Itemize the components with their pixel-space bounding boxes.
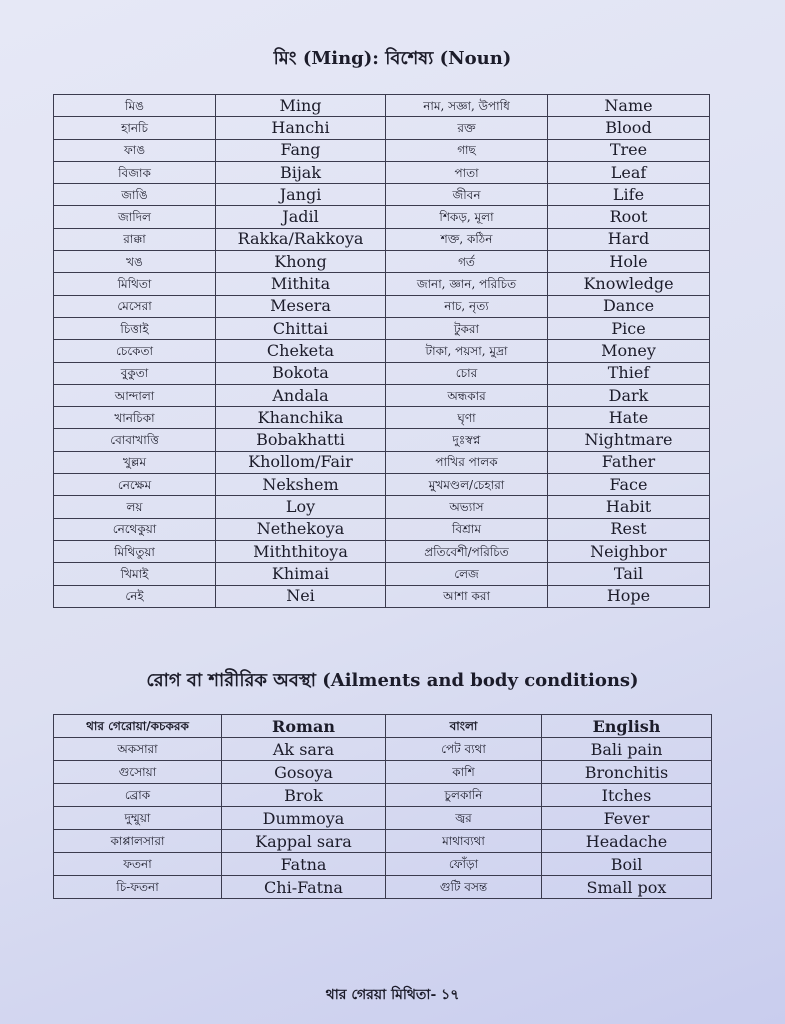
- native-cell: বিজাক: [54, 161, 216, 183]
- bangla-cell: চোর: [386, 362, 548, 384]
- bangla-cell: টুকরা: [386, 317, 548, 339]
- bangla-cell: নাম, সজ্ঞা, উপাধি: [386, 95, 548, 117]
- bangla-cell: কাশি: [386, 761, 542, 784]
- english-cell: Boil: [542, 853, 712, 876]
- bangla-cell: ঘৃণা: [386, 407, 548, 429]
- english-cell: Face: [548, 474, 710, 496]
- table-row: [54, 830, 712, 853]
- bangla-cell: রক্ত: [386, 117, 548, 139]
- native-cell: দুম্মুয়া: [54, 807, 222, 830]
- roman-cell: Khimai: [216, 563, 386, 585]
- roman-cell: Khanchika: [216, 407, 386, 429]
- roman-cell: Nekshem: [216, 474, 386, 496]
- table-row: [54, 184, 710, 206]
- table-row: [54, 251, 710, 273]
- table-row: [54, 540, 710, 562]
- table-row: [54, 228, 710, 250]
- table-row: [54, 451, 710, 473]
- roman-cell: Andala: [216, 384, 386, 406]
- table-row: [54, 384, 710, 406]
- native-cell: চি-ফতনা: [54, 876, 222, 899]
- header-roman: Roman: [222, 715, 386, 738]
- roman-cell: Loy: [216, 496, 386, 518]
- native-cell: খঙ: [54, 251, 216, 273]
- bangla-cell: গুটি বসন্ত: [386, 876, 542, 899]
- bangla-cell: অন্ধকার: [386, 384, 548, 406]
- english-cell: Blood: [548, 117, 710, 139]
- header-bangla: বাংলা: [386, 715, 542, 738]
- native-cell: খুল্লম: [54, 451, 216, 473]
- english-cell: Hard: [548, 228, 710, 250]
- english-cell: Tail: [548, 563, 710, 585]
- table-row: [54, 407, 710, 429]
- bangla-cell: আশা করা: [386, 585, 548, 607]
- table-row: [54, 876, 712, 899]
- roman-cell: Bijak: [216, 161, 386, 183]
- roman-cell: Khollom/Fair: [216, 451, 386, 473]
- native-cell: ব্রোক: [54, 784, 222, 807]
- native-cell: নেথেকুয়া: [54, 518, 216, 540]
- english-cell: Name: [548, 95, 710, 117]
- bangla-cell: বিশ্রাম: [386, 518, 548, 540]
- native-cell: ফতনা: [54, 853, 222, 876]
- roman-cell: Bobakhatti: [216, 429, 386, 451]
- noun-section-title: মিং (Ming): বিশেষ্য (Noun): [273, 48, 512, 69]
- native-cell: কাপ্পালসারা: [54, 830, 222, 853]
- native-cell: মিঙ: [54, 95, 216, 117]
- bangla-cell: গর্ত: [386, 251, 548, 273]
- roman-cell: Bokota: [216, 362, 386, 384]
- bangla-cell: জ্বর: [386, 807, 542, 830]
- english-cell: Headache: [542, 830, 712, 853]
- table-row: [54, 807, 712, 830]
- english-cell: Knowledge: [548, 273, 710, 295]
- table-row: [54, 518, 710, 540]
- native-cell: আন্দালা: [54, 384, 216, 406]
- bangla-cell: মুখমণ্ডল/চেহারা: [386, 474, 548, 496]
- roman-cell: Ming: [216, 95, 386, 117]
- table-row: [54, 496, 710, 518]
- english-cell: Dark: [548, 384, 710, 406]
- roman-cell: Dummoya: [222, 807, 386, 830]
- ailments-section-title: রোগ বা শারীরিক অবস্থা (Ailments and body conditions): [146, 670, 639, 691]
- header-native: থার গেরোয়া/কচকরক: [54, 715, 222, 738]
- english-cell: Hope: [548, 585, 710, 607]
- table-row: [54, 117, 710, 139]
- native-cell: রাক্কা: [54, 228, 216, 250]
- native-cell: লয়: [54, 496, 216, 518]
- roman-cell: Chittai: [216, 317, 386, 339]
- native-cell: চিত্তাই: [54, 317, 216, 339]
- english-cell: Father: [548, 451, 710, 473]
- native-cell: মিথিতুয়া: [54, 540, 216, 562]
- roman-cell: Miththitoya: [216, 540, 386, 562]
- roman-cell: Chi-Fatna: [222, 876, 386, 899]
- native-cell: ফাঙ: [54, 139, 216, 161]
- table-row: [54, 317, 710, 339]
- bangla-cell: শিকড়, মূলা: [386, 206, 548, 228]
- bangla-cell: টাকা, পয়সা, মুদ্রা: [386, 340, 548, 362]
- table-row: [54, 474, 710, 496]
- native-cell: নেই: [54, 585, 216, 607]
- bangla-cell: অভ্যাস: [386, 496, 548, 518]
- english-cell: Root: [548, 206, 710, 228]
- roman-cell: Khong: [216, 251, 386, 273]
- bangla-cell: পাতা: [386, 161, 548, 183]
- english-cell: Itches: [542, 784, 712, 807]
- native-cell: খিমাই: [54, 563, 216, 585]
- english-cell: Small pox: [542, 876, 712, 899]
- bangla-cell: গাছ: [386, 139, 548, 161]
- page-footer: থার গেরয়া মিথিতা- ১৭: [325, 987, 460, 1003]
- bangla-cell: লেজ: [386, 563, 548, 585]
- native-cell: অকসারা: [54, 738, 222, 761]
- table-row: [54, 585, 710, 607]
- bangla-cell: জীবন: [386, 184, 548, 206]
- roman-cell: Nei: [216, 585, 386, 607]
- table-row: [54, 139, 710, 161]
- table-row: [54, 273, 710, 295]
- native-cell: বোবাখাত্তি: [54, 429, 216, 451]
- table-row: [54, 362, 710, 384]
- native-cell: গুসোয়া: [54, 761, 222, 784]
- roman-cell: Fatna: [222, 853, 386, 876]
- table-row: [54, 761, 712, 784]
- bangla-cell: জানা, জ্ঞান, পরিচিত: [386, 273, 548, 295]
- english-cell: Neighbor: [548, 540, 710, 562]
- table-row: [54, 784, 712, 807]
- english-cell: Habit: [548, 496, 710, 518]
- bangla-cell: ফোঁড়া: [386, 853, 542, 876]
- table-row: [54, 853, 712, 876]
- english-cell: Leaf: [548, 161, 710, 183]
- roman-cell: Cheketa: [216, 340, 386, 362]
- roman-cell: Kappal sara: [222, 830, 386, 853]
- native-cell: মেসেরা: [54, 295, 216, 317]
- bangla-cell: চুলকানি: [386, 784, 542, 807]
- english-cell: Bronchitis: [542, 761, 712, 784]
- roman-cell: Rakka/Rakkoya: [216, 228, 386, 250]
- roman-cell: Ak sara: [222, 738, 386, 761]
- bangla-cell: পেট ব্যথা: [386, 738, 542, 761]
- english-cell: Fever: [542, 807, 712, 830]
- bangla-cell: নাচ, নৃত্য: [386, 295, 548, 317]
- english-cell: Pice: [548, 317, 710, 339]
- native-cell: জাদিল: [54, 206, 216, 228]
- english-cell: Life: [548, 184, 710, 206]
- english-cell: Thief: [548, 362, 710, 384]
- bangla-cell: পাখির পালক: [386, 451, 548, 473]
- english-cell: Bali pain: [542, 738, 712, 761]
- english-cell: Nightmare: [548, 429, 710, 451]
- english-cell: Money: [548, 340, 710, 362]
- noun-vocabulary-table: [53, 94, 710, 608]
- roman-cell: Gosoya: [222, 761, 386, 784]
- english-cell: Hole: [548, 251, 710, 273]
- bangla-cell: শক্ত, কঠিন: [386, 228, 548, 250]
- roman-cell: Mesera: [216, 295, 386, 317]
- table-row: [54, 206, 710, 228]
- bangla-cell: মাথাব্যথা: [386, 830, 542, 853]
- english-cell: Tree: [548, 139, 710, 161]
- table-row: [54, 295, 710, 317]
- roman-cell: Nethekoya: [216, 518, 386, 540]
- english-cell: Hate: [548, 407, 710, 429]
- roman-cell: Fang: [216, 139, 386, 161]
- native-cell: খানচিকা: [54, 407, 216, 429]
- table-row: [54, 738, 712, 761]
- table-row: [54, 429, 710, 451]
- header-english: English: [542, 715, 712, 738]
- native-cell: মিথিতা: [54, 273, 216, 295]
- table-row: [54, 161, 710, 183]
- table-row: [54, 95, 710, 117]
- table-row: [54, 340, 710, 362]
- roman-cell: Mithita: [216, 273, 386, 295]
- native-cell: জাঙি: [54, 184, 216, 206]
- native-cell: বুকুতা: [54, 362, 216, 384]
- native-cell: নেক্ষেম: [54, 474, 216, 496]
- ailments-vocabulary-table: [53, 714, 712, 899]
- roman-cell: Jangi: [216, 184, 386, 206]
- roman-cell: Hanchi: [216, 117, 386, 139]
- table-header-row: [54, 715, 712, 738]
- native-cell: হানচি: [54, 117, 216, 139]
- native-cell: চেকেতা: [54, 340, 216, 362]
- bangla-cell: প্রতিবেশী/পরিচিত: [386, 540, 548, 562]
- english-cell: Dance: [548, 295, 710, 317]
- bangla-cell: দুঃস্বপ্ন: [386, 429, 548, 451]
- english-cell: Rest: [548, 518, 710, 540]
- roman-cell: Jadil: [216, 206, 386, 228]
- roman-cell: Brok: [222, 784, 386, 807]
- table-row: [54, 563, 710, 585]
